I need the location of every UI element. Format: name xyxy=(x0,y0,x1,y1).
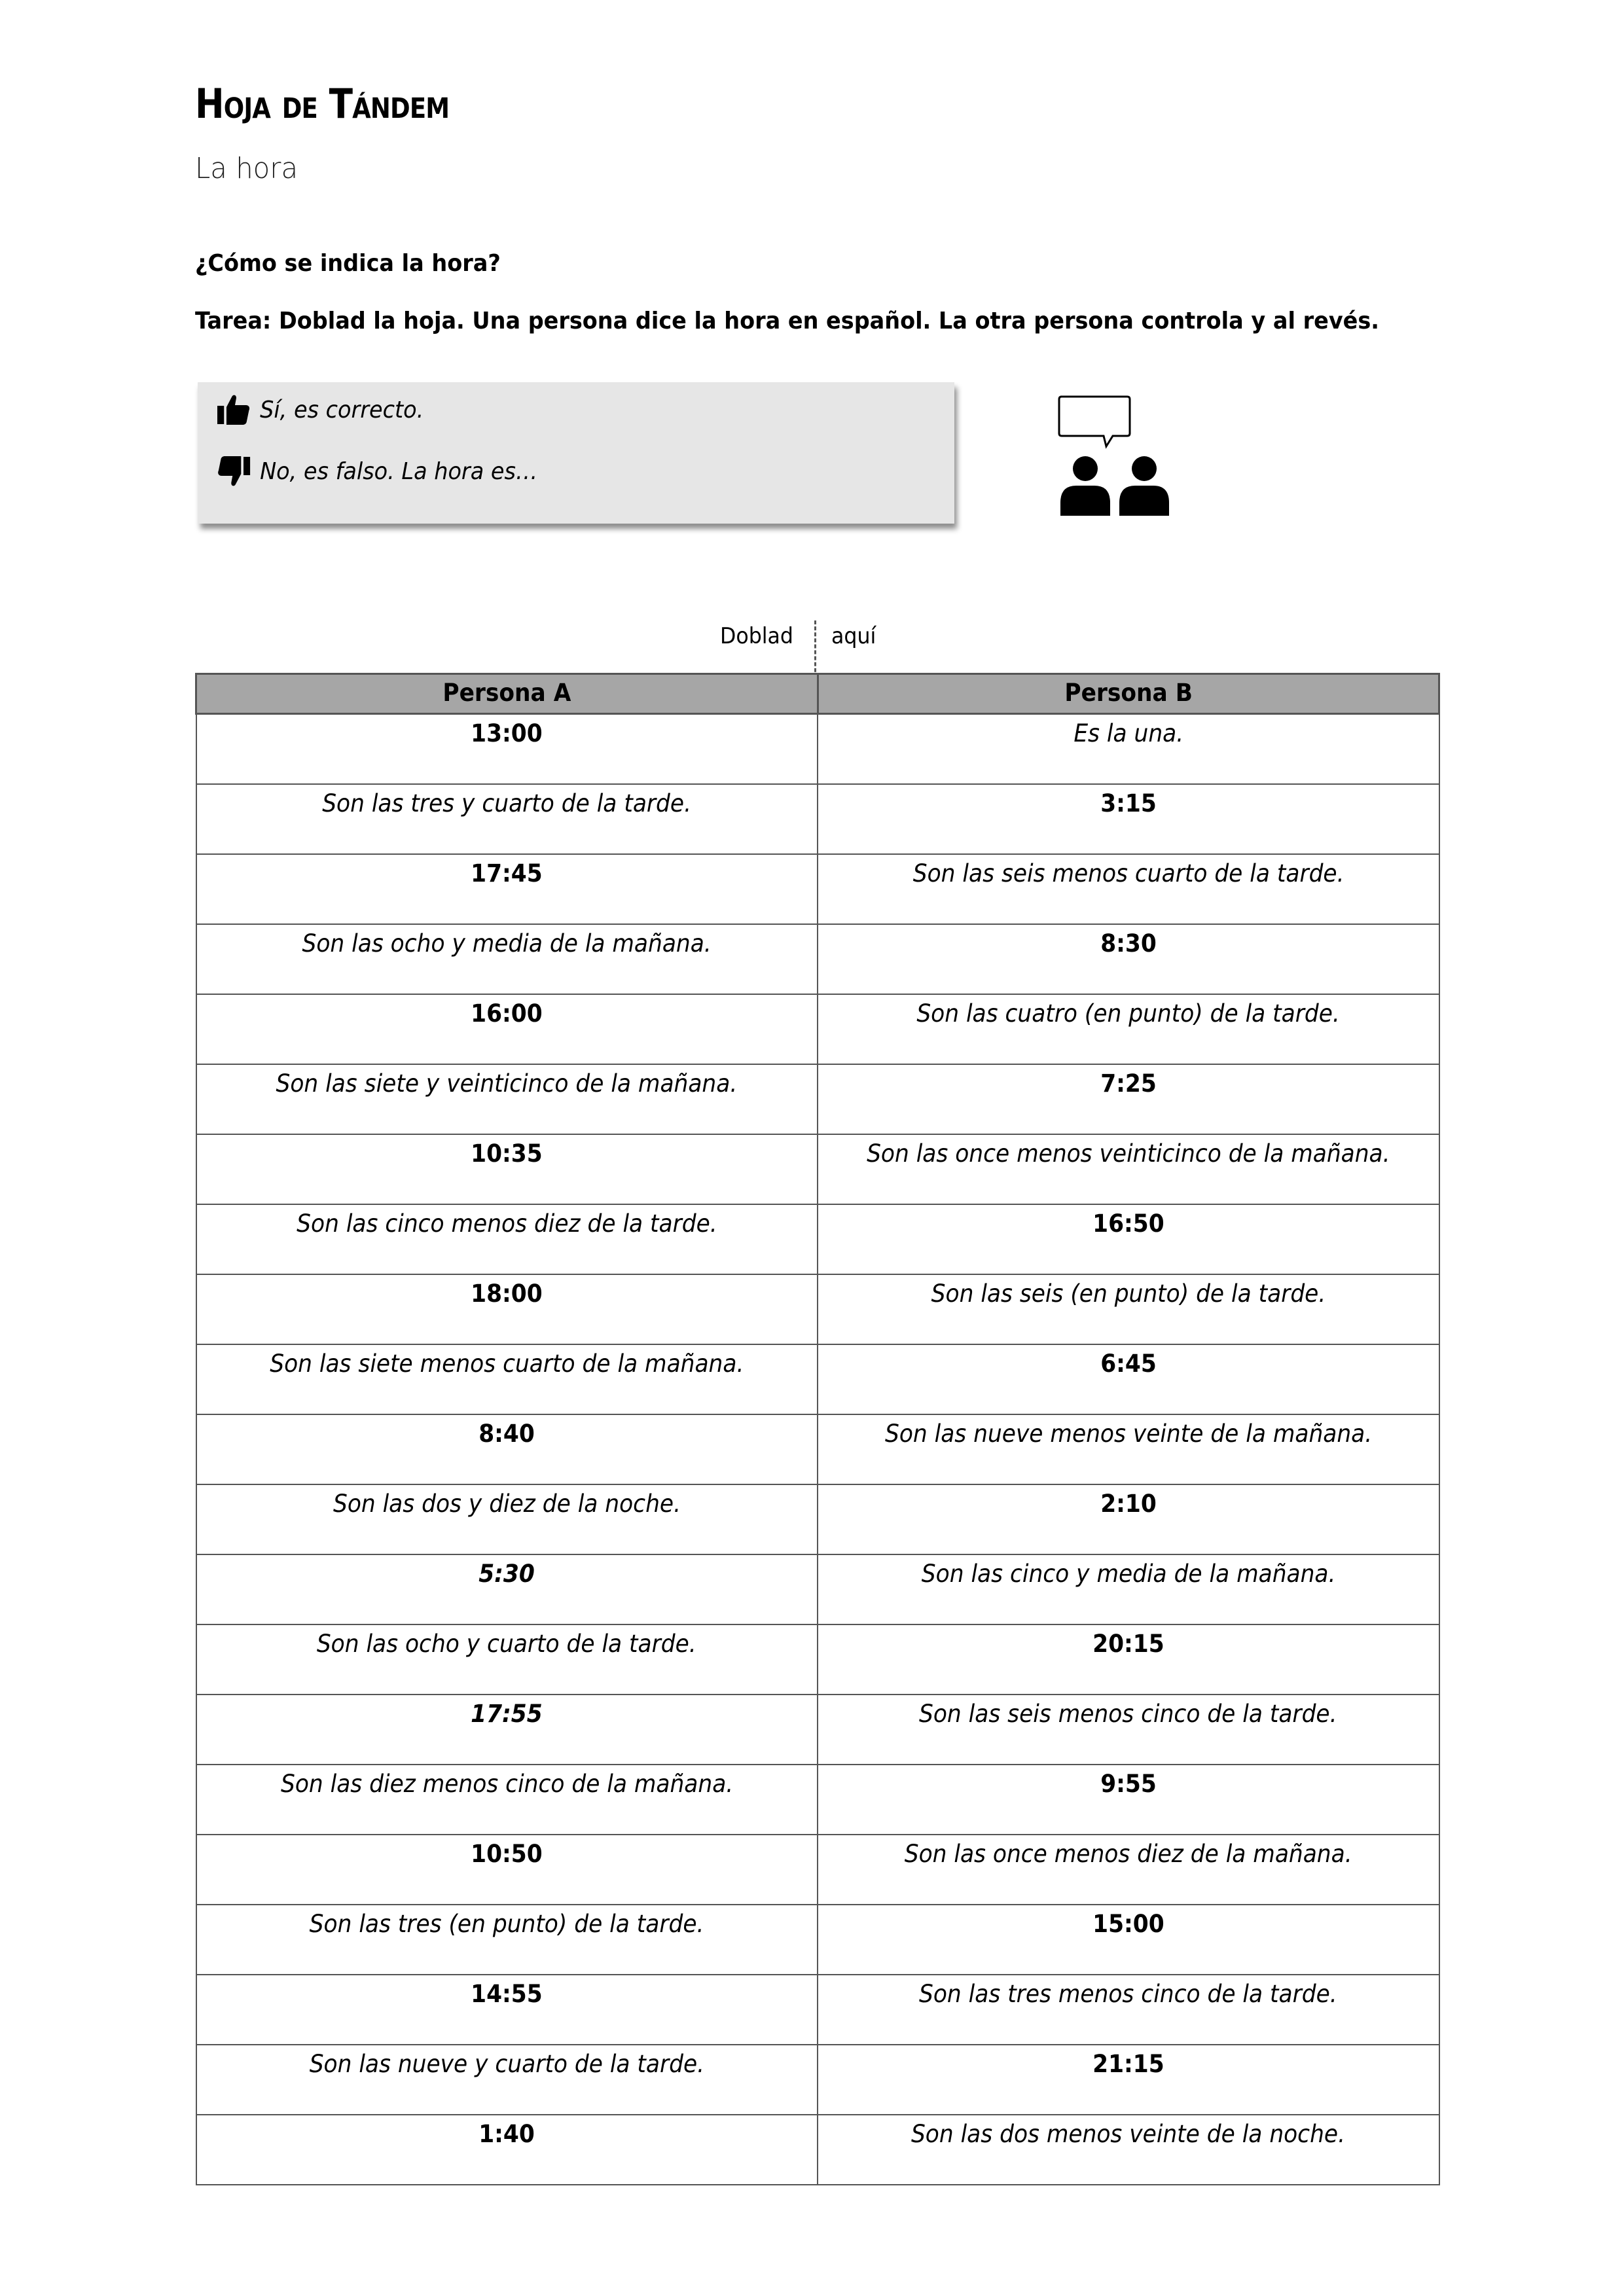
feedback-wrong xyxy=(217,456,537,487)
time-cell: 15:00 xyxy=(818,1905,1439,1975)
table-row xyxy=(196,2115,1439,2185)
table-row xyxy=(196,784,1439,854)
phrase-cell: Son las ocho y cuarto de la tarde. xyxy=(196,1624,818,1695)
phrase-cell: Son las nueve y cuarto de la tarde. xyxy=(196,2045,818,2115)
time-cell: 6:45 xyxy=(818,1344,1439,1414)
time-cell: 17:45 xyxy=(196,854,818,924)
time-cell: 7:25 xyxy=(818,1064,1439,1134)
table-row xyxy=(196,1624,1439,1695)
table-row xyxy=(196,1414,1439,1484)
phrase-cell: Son las siete y veinticinco de la mañana. xyxy=(196,1064,818,1134)
table-row xyxy=(196,1204,1439,1274)
phrase-cell: Son las tres y cuarto de la tarde. xyxy=(196,784,818,854)
time-cell: 8:40 xyxy=(196,1414,818,1484)
phrase-cell: Son las siete menos cuarto de la mañana. xyxy=(196,1344,818,1414)
speech-bubble-two-people-icon xyxy=(1056,394,1174,518)
time-cell: 17:55 xyxy=(196,1695,818,1765)
fold-label-left: Doblad xyxy=(720,623,794,649)
time-cell: 13:00 xyxy=(196,714,818,784)
table-row xyxy=(196,714,1439,784)
column-header-persona-b: Persona B xyxy=(818,674,1439,714)
time-cell: 10:50 xyxy=(196,1835,818,1905)
fold-label-right: aquí xyxy=(831,623,876,649)
feedback-phrases-box xyxy=(198,382,954,524)
time-cell: 5:30 xyxy=(196,1554,818,1624)
task-instructions: Tarea: Doblad la hoja. Una persona dice la hora en español. La otra persona controla y al revés. xyxy=(195,308,1380,334)
phrase-cell: Son las seis menos cuarto de la tarde. xyxy=(818,854,1439,924)
time-cell: 18:00 xyxy=(196,1274,818,1344)
table-row xyxy=(196,2045,1439,2115)
table-row xyxy=(196,1905,1439,1975)
column-header-persona-a: Persona A xyxy=(196,674,818,714)
feedback-wrong-text: No, es falso. La hora es… xyxy=(260,457,538,485)
feedback-correct xyxy=(217,394,424,425)
phrase-cell: Son las once menos veinticinco de la mañana. xyxy=(818,1134,1439,1204)
time-cell: 10:35 xyxy=(196,1134,818,1204)
time-cell: 21:15 xyxy=(818,2045,1439,2115)
phrase-cell: Son las dos y diez de la noche. xyxy=(196,1484,818,1554)
table-row xyxy=(196,1554,1439,1624)
page-subtitle: La hora xyxy=(195,152,298,185)
phrase-cell: Son las once menos diez de la mañana. xyxy=(818,1835,1439,1905)
time-cell: 9:55 xyxy=(818,1765,1439,1835)
thumbs-up-icon xyxy=(217,394,250,425)
table-row xyxy=(196,1975,1439,2045)
time-cell: 14:55 xyxy=(196,1975,818,2045)
table-row xyxy=(196,1695,1439,1765)
page-title: Hoja de Tándem xyxy=(195,80,450,128)
phrase-cell: Son las cinco y media de la mañana. xyxy=(818,1554,1439,1624)
table-row xyxy=(196,1344,1439,1414)
time-cell: 3:15 xyxy=(818,784,1439,854)
phrase-cell: Son las seis (en punto) de la tarde. xyxy=(818,1274,1439,1344)
phrase-cell: Son las seis menos cinco de la tarde. xyxy=(818,1695,1439,1765)
phrase-cell: Son las nueve menos veinte de la mañana. xyxy=(818,1414,1439,1484)
phrase-cell: Son las ocho y media de la mañana. xyxy=(196,924,818,994)
time-cell: 8:30 xyxy=(818,924,1439,994)
tandem-table xyxy=(195,673,1440,2185)
table-header-row xyxy=(196,674,1439,714)
table-row xyxy=(196,1064,1439,1134)
table-row xyxy=(196,1134,1439,1204)
thumbs-down-icon xyxy=(217,456,250,487)
phrase-cell: Son las cinco menos diez de la tarde. xyxy=(196,1204,818,1274)
table-row xyxy=(196,1835,1439,1905)
feedback-correct-text: Sí, es correcto. xyxy=(260,396,424,423)
time-cell: 20:15 xyxy=(818,1624,1439,1695)
table-row xyxy=(196,1484,1439,1554)
fold-line xyxy=(814,620,816,678)
phrase-cell: Es la una. xyxy=(818,714,1439,784)
table-row xyxy=(196,1274,1439,1344)
table-row xyxy=(196,854,1439,924)
phrase-cell: Son las tres menos cinco de la tarde. xyxy=(818,1975,1439,2045)
table-row xyxy=(196,924,1439,994)
phrase-cell: Son las cuatro (en punto) de la tarde. xyxy=(818,994,1439,1064)
time-cell: 2:10 xyxy=(818,1484,1439,1554)
table-row xyxy=(196,1765,1439,1835)
question-heading: ¿Cómo se indica la hora? xyxy=(195,250,501,277)
time-cell: 16:00 xyxy=(196,994,818,1064)
phrase-cell: Son las tres (en punto) de la tarde. xyxy=(196,1905,818,1975)
phrase-cell: Son las diez menos cinco de la mañana. xyxy=(196,1765,818,1835)
time-cell: 1:40 xyxy=(196,2115,818,2185)
table-row xyxy=(196,994,1439,1064)
time-cell: 16:50 xyxy=(818,1204,1439,1274)
phrase-cell: Son las dos menos veinte de la noche. xyxy=(818,2115,1439,2185)
